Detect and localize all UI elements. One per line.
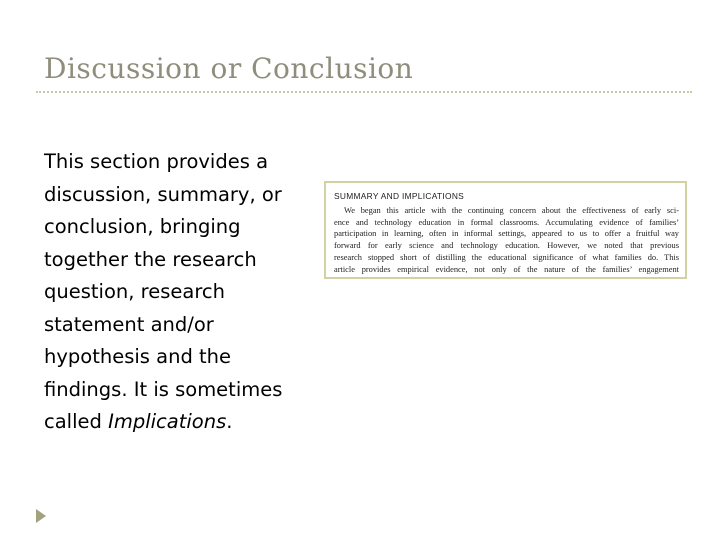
body-last-suffix: . bbox=[226, 410, 233, 433]
excerpt-line: ence and technology education in formal classrooms. Accumulating evidence of families’ bbox=[334, 217, 679, 227]
body-line: findings. It is sometimes bbox=[44, 377, 283, 401]
body-line: question, research bbox=[44, 280, 226, 303]
body-line: together the research bbox=[44, 247, 257, 271]
excerpt-line: We began this article with the continuing concern about the effectiveness of early sci- bbox=[344, 206, 679, 215]
implications-term: Implications bbox=[108, 410, 227, 433]
excerpt-line: article provides empirical evidence, not only of the nature of the families’ engagement bbox=[334, 264, 679, 274]
body-line: conclusion, bringing bbox=[44, 215, 241, 238]
body-last-prefix: called bbox=[44, 410, 109, 433]
title-divider bbox=[36, 91, 692, 93]
body-line: discussion, summary, or bbox=[44, 182, 282, 206]
body-last-line bbox=[44, 406, 314, 439]
excerpt-line: research stopped short of distilling the educational significance of what families do. This bbox=[334, 252, 679, 262]
triangle-right-icon bbox=[36, 509, 46, 523]
body-line: statement and/or bbox=[44, 312, 214, 336]
excerpt-line: participation in learning, often in informal settings, appeared to us to offer a fruitful way bbox=[334, 229, 679, 239]
body-line: This section provides a bbox=[44, 150, 269, 173]
paper-excerpt-image bbox=[324, 181, 687, 279]
slide-title: Discussion or Conclusion bbox=[44, 52, 414, 85]
body-text bbox=[44, 146, 314, 439]
excerpt-heading: SUMMARY AND IMPLICATIONS bbox=[334, 191, 465, 201]
body-line: hypothesis and the bbox=[44, 345, 232, 368]
excerpt-line: forward for early science and technology education. However, we noted that previous bbox=[334, 241, 679, 251]
